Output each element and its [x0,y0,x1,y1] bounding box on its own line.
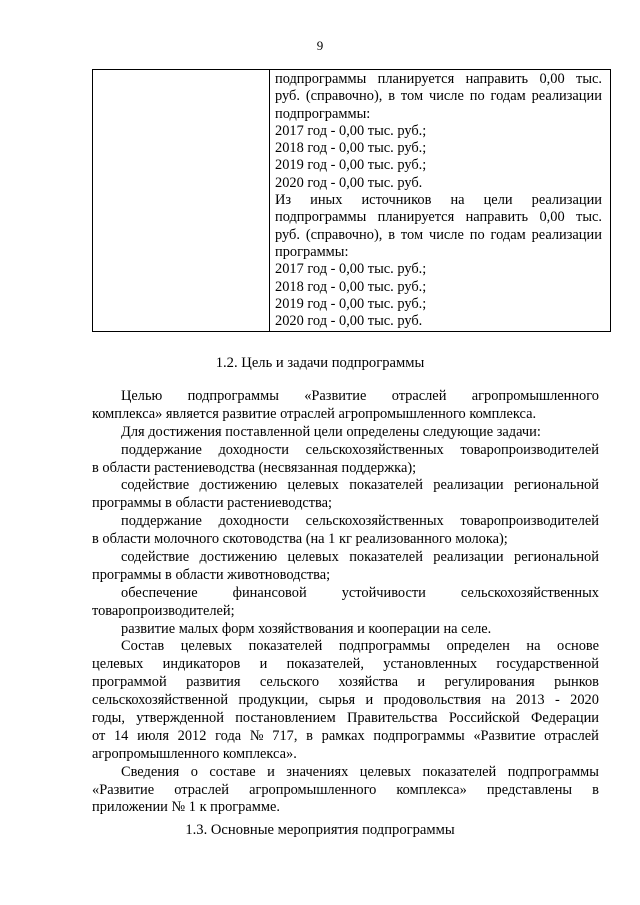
word: Сведения [121,763,180,780]
word: сельскохозяйственных [460,584,599,601]
word: комплекса» [396,781,467,798]
word: отраслей [174,781,229,798]
paragraph-line [92,585,599,603]
paragraph-line: развитие малых форм хозяйствования и кооперации на селе. [121,620,492,637]
word: достижению [199,549,278,566]
word: годы, [92,710,125,727]
word: Состав [121,638,165,655]
word: по [469,88,485,105]
table-row [93,70,611,332]
word: в [388,226,396,243]
word: целевых [287,477,339,494]
word: постановлением [235,710,336,727]
word: на [450,192,465,209]
table-line [275,227,602,244]
paragraph-line: приложении № 1 к программе. [92,799,280,816]
word: и [259,656,268,673]
word: (справочно), [305,88,383,105]
word: содействие [121,549,190,566]
paragraph-line [92,638,599,656]
word: о [190,763,198,780]
word: годам [490,226,526,243]
word: определен [446,638,510,655]
word: продовольствия [383,692,482,709]
word: июля [137,727,169,744]
word: региональной [514,549,599,566]
word: 0,00 [539,209,565,226]
table-line: 2017 год - 0,00 тыс. руб.; [275,261,427,278]
word: значениях [286,763,349,780]
table-line: 2019 год - 0,00 тыс. руб.; [275,295,427,312]
word: подпрограммы [373,727,465,744]
paragraph-line [92,513,599,531]
word: подпрограммы [187,388,279,404]
page-number: 9 [316,38,324,53]
word: составе [209,763,256,780]
word: на [491,692,506,709]
paragraph-line: программы в области животноводства; [92,566,331,583]
word: в [306,727,313,744]
word: (справочно), [305,226,383,243]
word: цели [483,192,513,209]
paragraph-line [92,674,599,692]
paragraph-line [92,764,599,782]
word: обеспечение [121,584,198,601]
word: региональной [514,477,599,494]
word: отраслей [391,388,447,404]
word: показателей [349,549,423,566]
word: агропромышленного [471,388,599,404]
paragraph-line [92,388,599,406]
word: установленных [383,656,478,673]
word: индикаторов [162,656,241,673]
paragraph-line [92,549,599,567]
word: показателей [248,638,323,655]
word: реализации [433,477,504,494]
word: сельскохозяйственной [92,692,229,709]
table-line: 2020 год - 0,00 тыс. руб. [275,313,423,330]
word: регулирования [444,674,535,691]
word: целевых [287,549,339,566]
table-line: 2020 год - 0,00 тыс. руб. [275,174,423,191]
word: сырья [318,692,356,709]
section-heading-1-3: 1.3. Основные мероприятия подпрограммы [185,822,455,838]
section-body [92,388,599,817]
word: том [400,88,424,105]
word: Целью [121,388,163,404]
word: представлены [486,781,573,798]
word: руб. [275,226,300,243]
word: планируется [377,71,455,87]
word: целевых [180,638,233,655]
paragraph-line: товаропроизводителей; [92,602,235,619]
section-heading-1-2: 1.2. Цель и задачи подпрограммы [215,355,425,371]
word: Российской [448,710,520,727]
word: реализации [531,192,602,209]
paragraph-line: агропромышленного комплекса». [92,745,297,762]
word: Правительства [346,710,438,727]
paragraph-line: в области растениеводства (несвязанная поддержка); [92,459,417,476]
word: устойчивости [341,584,426,601]
word: товаропроизводителей [460,513,599,530]
word: числе [428,226,464,243]
word: 717, [272,727,298,744]
paragraph-line: Для достижения поставленной цели определены следующие задачи: [121,423,541,440]
word: рамках [321,727,365,744]
paragraph-line [92,782,599,800]
word: - [554,692,560,709]
word: руб. [275,88,300,105]
word: направить [465,71,529,87]
word: от [92,727,106,744]
word: доходности [218,513,290,530]
word: Федерации [531,710,599,727]
funding-table [92,69,611,332]
word: источников [361,192,432,209]
word: «Развитие [473,727,536,744]
word: Из [275,192,292,209]
word: 2013 [515,692,545,709]
word: доходности [218,441,290,458]
paragraph-line: программы в области растениеводства; [92,495,333,512]
word: 14 [113,727,129,744]
paragraph-line [92,442,599,460]
table-line: 2018 год - 0,00 тыс. руб.; [275,140,427,157]
table-left-cell [93,70,270,332]
word: программой [92,674,167,691]
paragraph-line [92,656,599,674]
word: «Развитие [92,781,155,798]
word: тыс. [576,71,602,87]
word: том [400,226,424,243]
paragraph-line [92,710,599,728]
word: реализации [433,549,504,566]
word: годам [490,88,526,105]
word: 0,00 [539,71,565,87]
word: планируется [377,209,455,226]
table-line: программы: [275,243,349,260]
table-line: 2018 год - 0,00 тыс. руб.; [275,278,427,295]
word: № [249,727,264,744]
word: реализации [531,226,602,243]
word: целевых [359,763,412,780]
word: иных [310,192,343,209]
paragraph-line [92,692,599,710]
word: подпрограммы [275,71,367,87]
table-line: подпрограммы: [275,105,371,122]
word: финансовой [232,584,307,601]
word: развития [186,674,241,691]
word: года [215,727,242,744]
word: «Развитие [304,388,367,404]
word: в [592,781,599,798]
word: целевых [92,656,144,673]
table-line: 2019 год - 0,00 тыс. руб.; [275,157,427,174]
word: реализации [531,88,602,105]
word: подпрограммы [507,763,599,780]
word: хозяйства [338,674,398,691]
paragraph-line: в области молочного скотоводства (на 1 кг реализованного молока); [92,531,508,548]
word: тыс. [576,209,602,226]
word: и [417,674,426,691]
word: сельскохозяйственных [305,441,444,458]
word: агропромышленного [249,781,377,798]
word: и [267,763,275,780]
word: подпрограммы [275,209,367,226]
word: показателей, [286,656,364,673]
word: рынков [554,674,599,691]
word: 2012 [177,727,207,744]
word: продукции, [238,692,309,709]
paragraph-line [92,728,599,746]
word: показателей [349,477,423,494]
table-line [275,209,602,226]
word: в [388,88,396,105]
word: и [365,692,374,709]
word: 2020 [570,692,599,709]
word: достижению [199,477,278,494]
word: по [469,226,485,243]
word: утвержденной [136,710,224,727]
word: сельского [259,674,320,691]
word: на [526,638,541,655]
word: направить [465,209,529,226]
word: числе [428,88,464,105]
word: отраслей [544,727,599,744]
paragraph-line: комплекса» является развитие отраслей агропромышленного комплекса. [92,405,537,422]
table-line [275,88,602,105]
word: показателей [422,763,497,780]
word: государственной [496,656,599,673]
word: поддержание [121,513,202,530]
word: товаропроизводителей [460,441,599,458]
word: подпрограммы [338,638,431,655]
paragraph-line [92,477,599,495]
table-line [275,71,602,88]
word: поддержание [121,441,202,458]
table-right-cell [270,70,611,332]
word: содействие [121,477,190,494]
word: сельскохозяйственных [305,513,444,530]
table-line [275,192,602,209]
table-line: 2017 год - 0,00 тыс. руб.; [275,122,427,139]
word: основе [557,638,599,655]
